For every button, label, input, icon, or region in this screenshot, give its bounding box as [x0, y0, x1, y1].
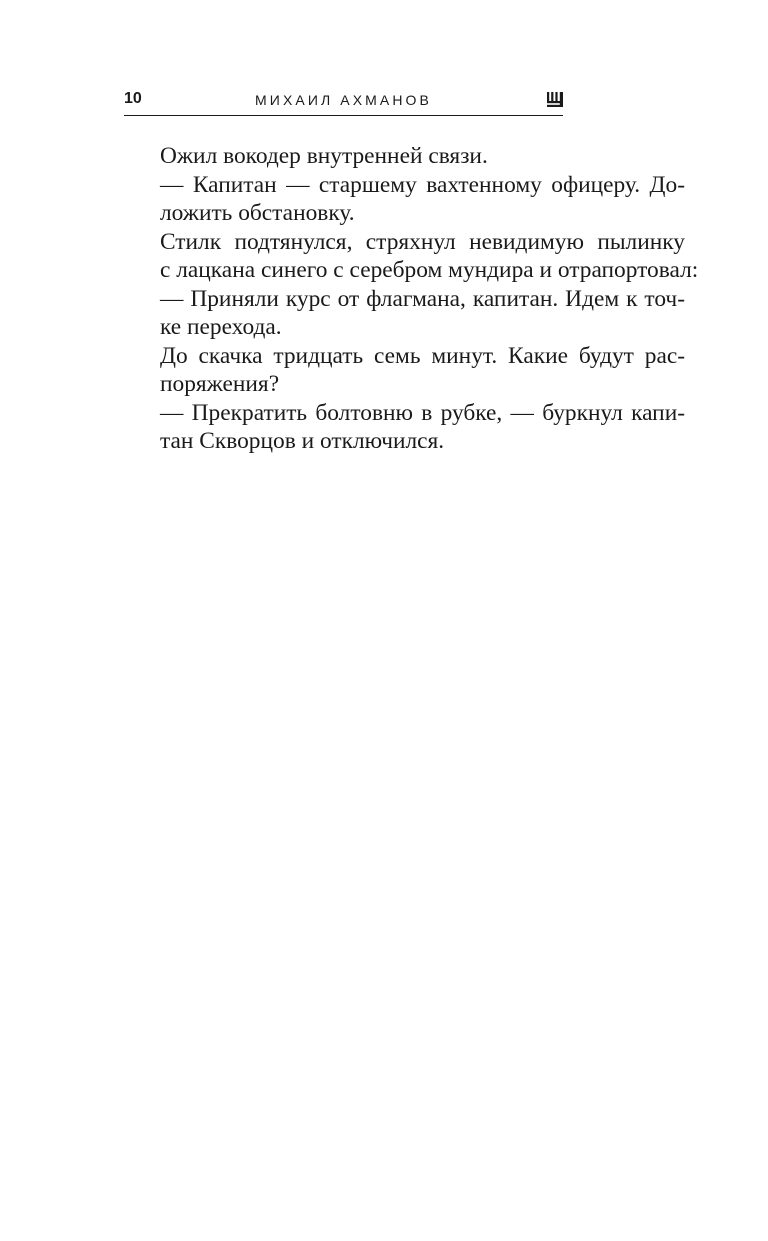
- paragraph: [124, 342, 685, 399]
- body-text: [124, 142, 699, 456]
- text-line: ложить обстановку.: [160, 200, 355, 226]
- running-header: [124, 88, 563, 116]
- paragraph: [124, 285, 685, 342]
- text-line: с лацкана синего с серебром мундира и отрапортовал:: [160, 257, 699, 283]
- publisher-logo-icon: [547, 92, 563, 107]
- page-number: 10: [124, 90, 142, 107]
- text-line: — Прекратить болтовню в рубке, — буркнул капи-: [160, 399, 685, 426]
- text-line: До скачка тридцать семь минут. Какие будут рас-: [160, 342, 685, 369]
- paragraph: [124, 171, 685, 228]
- paragraph: [124, 399, 685, 456]
- text-line: — Капитан — старшему вахтенному офицеру. До-: [160, 171, 685, 198]
- text-line: поряжения?: [160, 371, 280, 397]
- text-line: Стилк подтянулся, стряхнул невидимую пылинку: [160, 228, 685, 255]
- running-head-author: МИХАИЛ АХМАНОВ: [255, 92, 432, 108]
- text-line: ке перехода.: [160, 314, 282, 340]
- paragraph: [124, 142, 685, 171]
- paragraph: [124, 228, 699, 285]
- text-line: — Приняли курс от флагмана, капитан. Идем к точ-: [160, 285, 685, 312]
- text-line: Ожил вокодер внутренней связи.: [160, 143, 488, 169]
- text-line: тан Скворцов и отключился.: [160, 428, 445, 454]
